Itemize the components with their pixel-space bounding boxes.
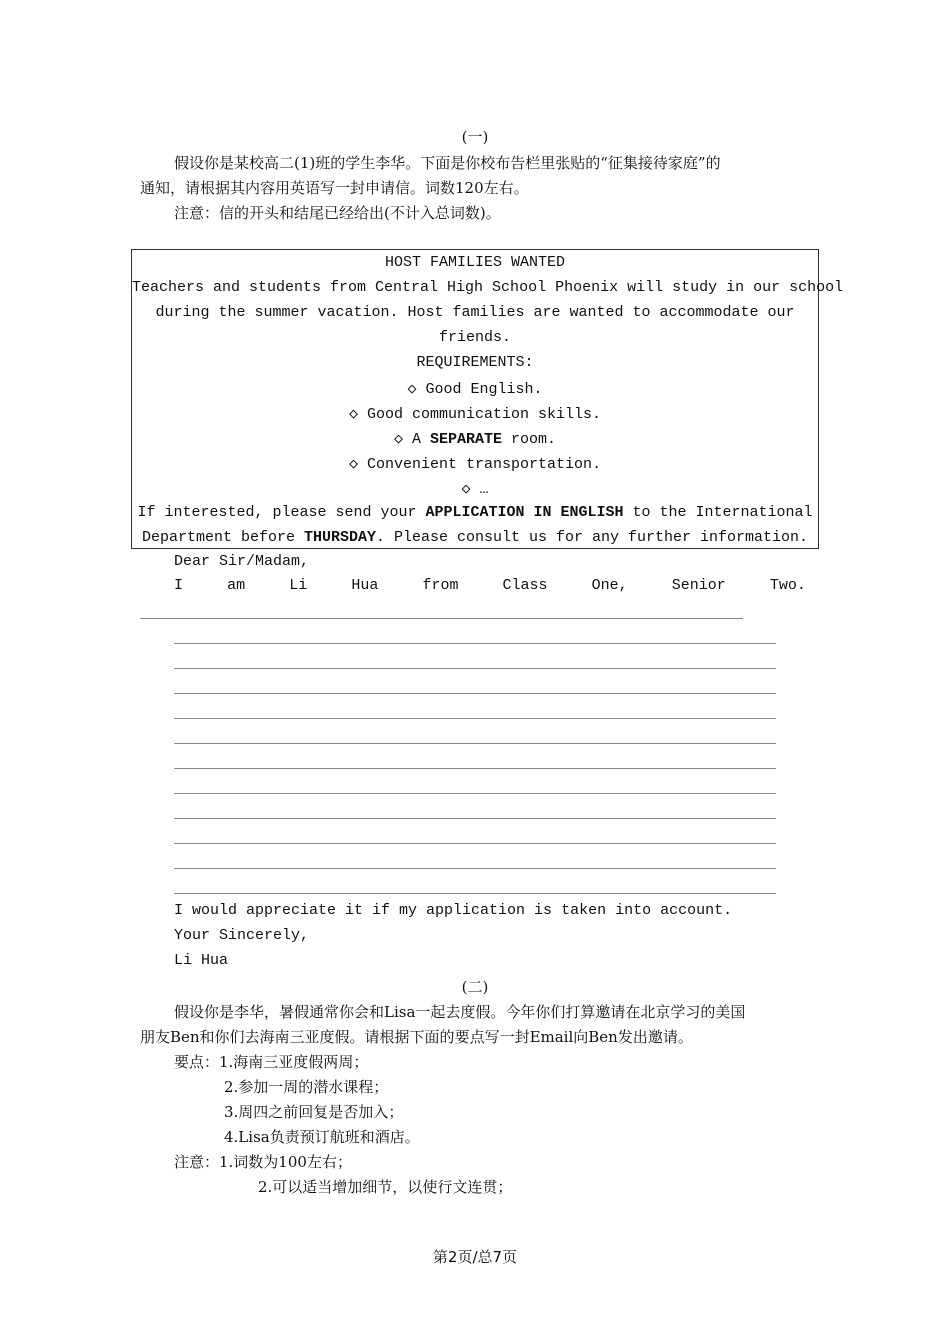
section2-point: 4.Lisa负责预订航班和酒店。 xyxy=(224,1128,420,1146)
notice-footer-line1 xyxy=(132,504,818,521)
letter-word: from xyxy=(422,577,459,594)
section2-note: 2.可以适当增加细节，以使行文连贯； xyxy=(258,1178,513,1196)
writing-line xyxy=(140,618,743,619)
section2-point: 3.周四之前回复是否加入； xyxy=(224,1103,404,1121)
section1-note: 注意：信的开头和结尾已经给出(不计入总词数)。 xyxy=(174,204,501,222)
section2-notes-label: 注意：1.词数为100左右； xyxy=(174,1153,352,1171)
letter-word: Class xyxy=(502,577,548,594)
letter-first-line xyxy=(174,577,806,594)
notice-footer-text: to the International xyxy=(623,504,813,521)
section1-intro-line1: 假设你是某校高二(1)班的学生李华。下面是你校布告栏里张贴的“征集接待家庭”的 xyxy=(174,154,721,172)
letter-greeting: Dear Sir/Madam, xyxy=(174,553,310,570)
writing-line xyxy=(174,793,776,794)
section1-intro-line2: 通知，请根据其内容用英语写一封申请信。词数120左右。 xyxy=(140,179,529,197)
writing-line xyxy=(174,893,776,894)
letter-word: Hua xyxy=(351,577,379,594)
section2-intro-line1: 假设你是李华，暑假通常你会和Lisa一起去度假。今年你们打算邀请在北京学习的美国 xyxy=(174,1003,746,1021)
letter-word: am xyxy=(227,577,246,594)
writing-line xyxy=(174,643,776,644)
section2-point: 2.参加一周的潜水课程； xyxy=(224,1078,389,1096)
requirement-item: ◇ Good communication skills. xyxy=(348,406,602,423)
writing-line xyxy=(174,668,776,669)
requirement-item xyxy=(132,429,818,448)
writing-line xyxy=(174,868,776,869)
section2-intro-line2: 朋友Ben和你们去海南三亚度假。请根据下面的要点写一封Email向Ben发出邀请。 xyxy=(140,1028,693,1046)
requirement-emphasis: SEPARATE xyxy=(430,431,503,448)
writing-line xyxy=(174,693,776,694)
notice-box xyxy=(131,249,844,549)
requirement-suffix: room. xyxy=(502,431,557,448)
requirement-item: ◇ … xyxy=(461,481,489,498)
notice-title: HOST FAMILIES WANTED xyxy=(384,254,566,271)
requirement-prefix: ◇ A xyxy=(393,431,430,448)
requirements-title: REQUIREMENTS: xyxy=(416,354,534,371)
letter-word: Li xyxy=(289,577,308,594)
letter-word: Two. xyxy=(769,577,806,594)
notice-body-line3: friends. xyxy=(438,329,511,346)
notice-body-line2: during the summer vacation. Host families are wanted to accommodate our xyxy=(155,304,795,321)
page-number: 第2页/总7页 xyxy=(432,1248,518,1266)
notice-footer-text: . Please consult us for any further information. xyxy=(375,529,809,546)
letter-signature: Li Hua xyxy=(174,952,229,969)
section1-heading: (一) xyxy=(461,128,489,146)
notice-footer-emphasis: APPLICATION IN ENGLISH xyxy=(425,504,624,521)
writing-line xyxy=(174,718,776,719)
writing-line xyxy=(174,743,776,744)
writing-line xyxy=(174,818,776,819)
letter-word: Senior xyxy=(671,577,726,594)
notice-footer-emphasis: THURSDAY xyxy=(303,529,376,546)
notice-footer-text: If interested, please send your xyxy=(137,504,426,521)
letter-sign-off: Your Sincerely, xyxy=(174,927,310,944)
notice-body-line1: Teachers and students from Central High School Phoenix will study in our school xyxy=(132,279,844,296)
letter-closing-line: I would appreciate it if my application is taken into account. xyxy=(174,902,733,919)
letter-word: One, xyxy=(591,577,628,594)
notice-footer-line2 xyxy=(132,529,818,546)
letter-word: I xyxy=(174,577,184,594)
requirement-item: ◇ Convenient transportation. xyxy=(348,456,602,473)
writing-line xyxy=(174,768,776,769)
notice-footer-text: Department before xyxy=(141,529,304,546)
requirement-item: ◇ Good English. xyxy=(407,381,543,398)
writing-line xyxy=(174,843,776,844)
section2-points-label: 要点：1.海南三亚度假两周； xyxy=(174,1053,369,1071)
section2-heading: (二) xyxy=(461,978,489,996)
